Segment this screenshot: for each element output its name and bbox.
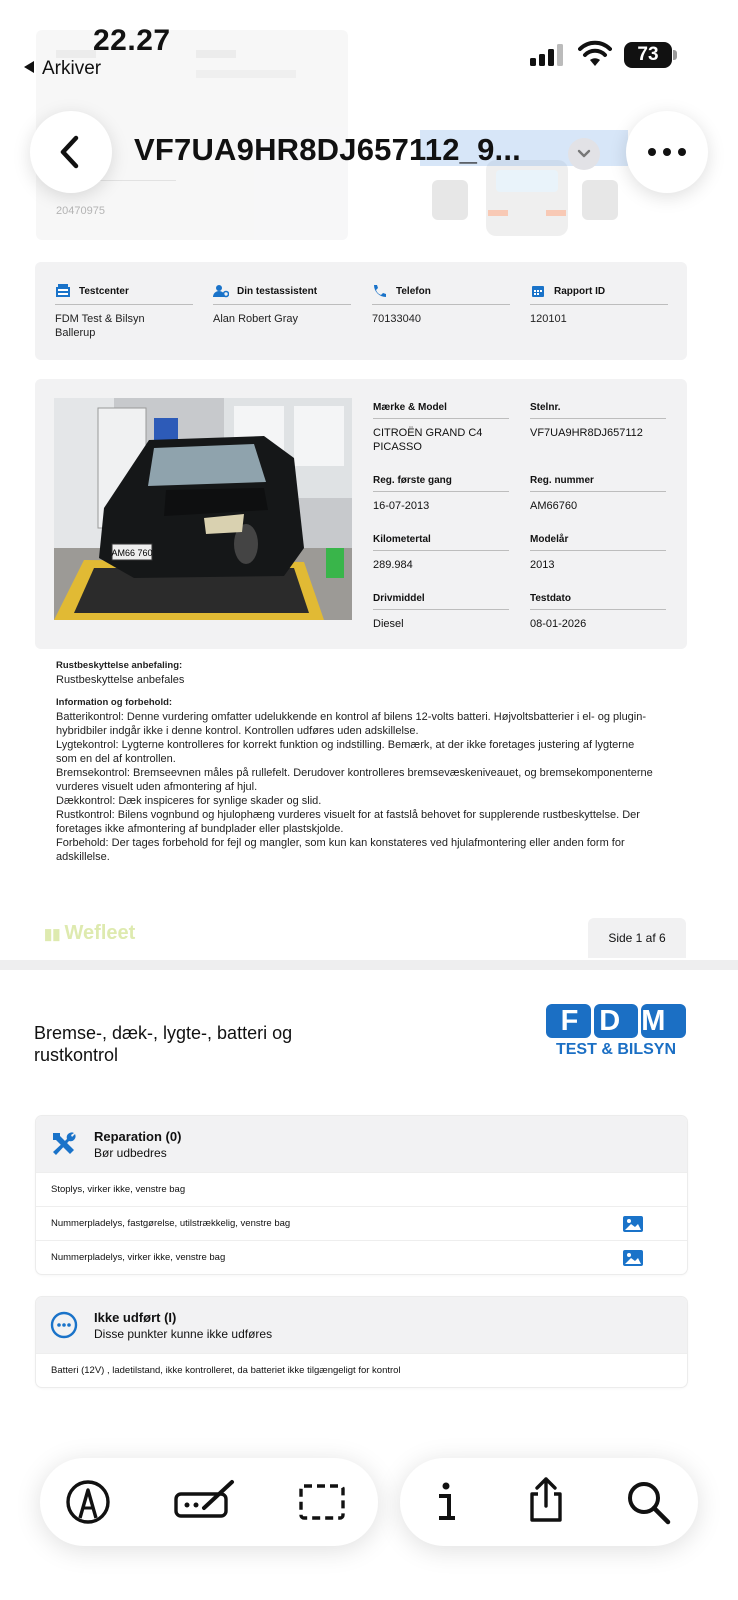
field-label: Modelår — [530, 534, 666, 551]
wefleet-logo: ▮▮ Wefleet — [44, 922, 136, 944]
info-value: 70133040 — [372, 313, 421, 325]
field-value: 08-01-2026 — [530, 618, 587, 630]
back-triangle-icon — [24, 61, 34, 73]
field-label: Stelnr. — [530, 402, 666, 419]
field-chassis — [530, 402, 666, 440]
info-value: Ballerup — [55, 327, 96, 339]
chevron-left-icon — [56, 134, 86, 170]
not-done-subtitle: Disse punkter kunne ikke udføres — [94, 1327, 273, 1341]
ellipsis-icon — [647, 147, 687, 157]
document-toolbar — [400, 1458, 698, 1546]
share-icon[interactable] — [522, 1476, 570, 1524]
tools-icon — [50, 1130, 78, 1158]
building-icon — [55, 284, 71, 298]
page-indicator: Side 1 af 6 — [588, 918, 686, 958]
test-info-card — [35, 262, 687, 360]
not-done-card — [36, 1297, 687, 1387]
repair-card — [36, 1116, 687, 1274]
info-line: Bremsekontrol: Bremseevnen måles på rullefelt. Derudover kontrolleres bremsevæskeniveauet, og bremsekomponenterne — [56, 767, 653, 779]
ellipsis-circle-icon — [50, 1311, 78, 1339]
info-heading: Information og forbehold: — [56, 697, 173, 708]
repair-title: Reparation (0) — [94, 1129, 182, 1144]
page-separator — [0, 960, 738, 970]
info-col-testcenter — [55, 284, 193, 340]
info-line: foretages ikke afmontering af bundplader eller plastskjolde. — [56, 823, 344, 835]
faded-id-value: 20470975 — [56, 205, 105, 217]
field-value: 16-07-2013 — [373, 500, 430, 512]
back-button[interactable] — [30, 111, 112, 193]
field-model-year — [530, 534, 666, 572]
repair-row — [36, 1240, 687, 1274]
repair-subtitle: Bør udbedres — [94, 1146, 167, 1160]
user-gear-icon — [213, 284, 229, 298]
repair-row-text: Nummerpladelys, virker ikke, venstre bag — [51, 1252, 226, 1263]
info-icon[interactable] — [422, 1478, 470, 1526]
fdm-logo — [546, 1004, 686, 1062]
car-photo-image — [54, 398, 352, 620]
signature-icon[interactable] — [174, 1478, 238, 1526]
rust-value: Rustbeskyttelse anbefales — [56, 674, 185, 686]
field-reg-number — [530, 475, 666, 513]
repair-row — [36, 1206, 687, 1240]
wefleet-logo-text: Wefleet — [64, 922, 136, 944]
section-title: Bremse-, dæk-, lygte-, batteri og rustkontrol — [34, 1023, 293, 1065]
search-icon[interactable] — [624, 1478, 672, 1526]
vehicle-photo — [54, 398, 352, 620]
not-done-row — [36, 1353, 687, 1387]
rust-heading: Rustbeskyttelse anbefaling: — [56, 660, 183, 671]
not-done-header — [36, 1297, 687, 1353]
info-line: Lygtekontrol: Lygterne kontrolleres for korrekt funktion og indstilling. Bemærk, at der ikke foretages justering af lygterne — [56, 739, 635, 751]
license-plate: AM66 760 — [111, 548, 153, 558]
info-section — [56, 695, 686, 864]
field-test-date — [530, 593, 666, 631]
phone-icon — [372, 284, 388, 298]
info-col-phone — [372, 284, 510, 326]
field-label: Reg. nummer — [530, 475, 666, 492]
field-value: 289.984 — [373, 559, 413, 571]
info-line: adskillelse. — [56, 851, 110, 863]
info-line: Rustkontrol: Bilens vognbund og hjulophæng vurderes visuelt for at fastslå behovet for supplerende rustbeskyttelse. Der — [56, 809, 640, 821]
title-menu-button[interactable] — [568, 138, 600, 170]
info-line: Forbehold: Der tages forbehold for fejl og mangler, som kun kan konstateres ved hjulafmontering eller anden form for — [56, 837, 625, 849]
info-value: 120101 — [530, 313, 567, 325]
rust-section — [56, 658, 686, 687]
image-icon[interactable] — [623, 1250, 643, 1266]
selection-icon[interactable] — [298, 1478, 346, 1526]
field-label: Reg. første gang — [373, 475, 509, 492]
repair-row — [36, 1172, 687, 1206]
not-done-row-text: Batteri (12V) , ladetilstand, ikke kontrolleret, da batteriet ikke tilgængeligt for kontrol — [51, 1365, 401, 1376]
info-line: Dækkontrol: Dæk inspiceres for synlige skader og slid. — [56, 795, 322, 807]
chevron-down-icon — [577, 149, 591, 159]
wifi-icon — [578, 40, 612, 68]
field-value: AM66760 — [530, 500, 578, 512]
info-line: vurderes visuelt uden afmontering af hjul. — [56, 781, 258, 793]
field-make-model — [373, 402, 509, 454]
more-options-button[interactable] — [626, 111, 708, 193]
status-time: 22.27 — [93, 24, 171, 57]
info-label: Rapport ID — [554, 285, 606, 297]
info-value: Alan Robert Gray — [213, 313, 298, 325]
field-label: Testdato — [530, 593, 666, 610]
fdm-logo-subtitle: TEST & BILSYN — [555, 1041, 676, 1058]
not-done-title: Ikke udført (I) — [94, 1310, 177, 1325]
info-label: Din testassistent — [237, 285, 318, 297]
repair-row-text: Stoplys, virker ikke, venstre bag — [51, 1184, 186, 1195]
cellular-signal-icon — [530, 44, 566, 66]
field-value: CITROËN GRAND C4 PICASSO — [373, 427, 483, 453]
field-value: 2013 — [530, 559, 555, 571]
info-line: hybridbiler indgår ikke i denne kontrol. Kontrollen udføres uden adskillelse. — [56, 725, 419, 737]
field-label: Mærke & Model — [373, 402, 509, 419]
info-line: som en del af kontrollen. — [56, 753, 176, 765]
field-label: Drivmiddel — [373, 593, 509, 610]
info-col-report-id — [530, 284, 668, 326]
battery-cap — [673, 50, 677, 60]
repair-row-text: Nummerpladelys, fastgørelse, utilstrækkelig, venstre bag — [51, 1218, 291, 1229]
field-value: Diesel — [373, 618, 404, 630]
info-value: FDM Test & Bilsyn — [55, 313, 145, 325]
fdm-logo-letters: FDM — [560, 1005, 687, 1037]
repair-header — [36, 1116, 687, 1172]
info-label: Telefon — [396, 285, 431, 297]
field-fuel — [373, 593, 509, 631]
markup-toolbar — [40, 1458, 378, 1546]
field-mileage — [373, 534, 509, 572]
document-title[interactable]: VF7UA9HR8DJ657112_9... — [134, 132, 521, 167]
back-to-app-link[interactable] — [24, 58, 101, 80]
field-value: VF7UA9HR8DJ657112 — [530, 427, 643, 439]
field-label: Kilometertal — [373, 534, 509, 551]
info-label: Testcenter — [79, 285, 129, 297]
info-line: Batterikontrol: Denne vurdering omfatter udelukkende en kontrol af bilens 12-volts batteri. Højvoltsbatterier i el- og plugin- — [56, 711, 647, 723]
info-col-assistant — [213, 284, 351, 326]
back-app-label: Arkiver — [42, 58, 102, 79]
battery-indicator: 73 — [624, 42, 672, 68]
field-first-reg — [373, 475, 509, 513]
image-icon[interactable] — [623, 1216, 643, 1232]
markup-pen-icon[interactable] — [64, 1478, 112, 1526]
calendar-icon — [530, 284, 546, 298]
